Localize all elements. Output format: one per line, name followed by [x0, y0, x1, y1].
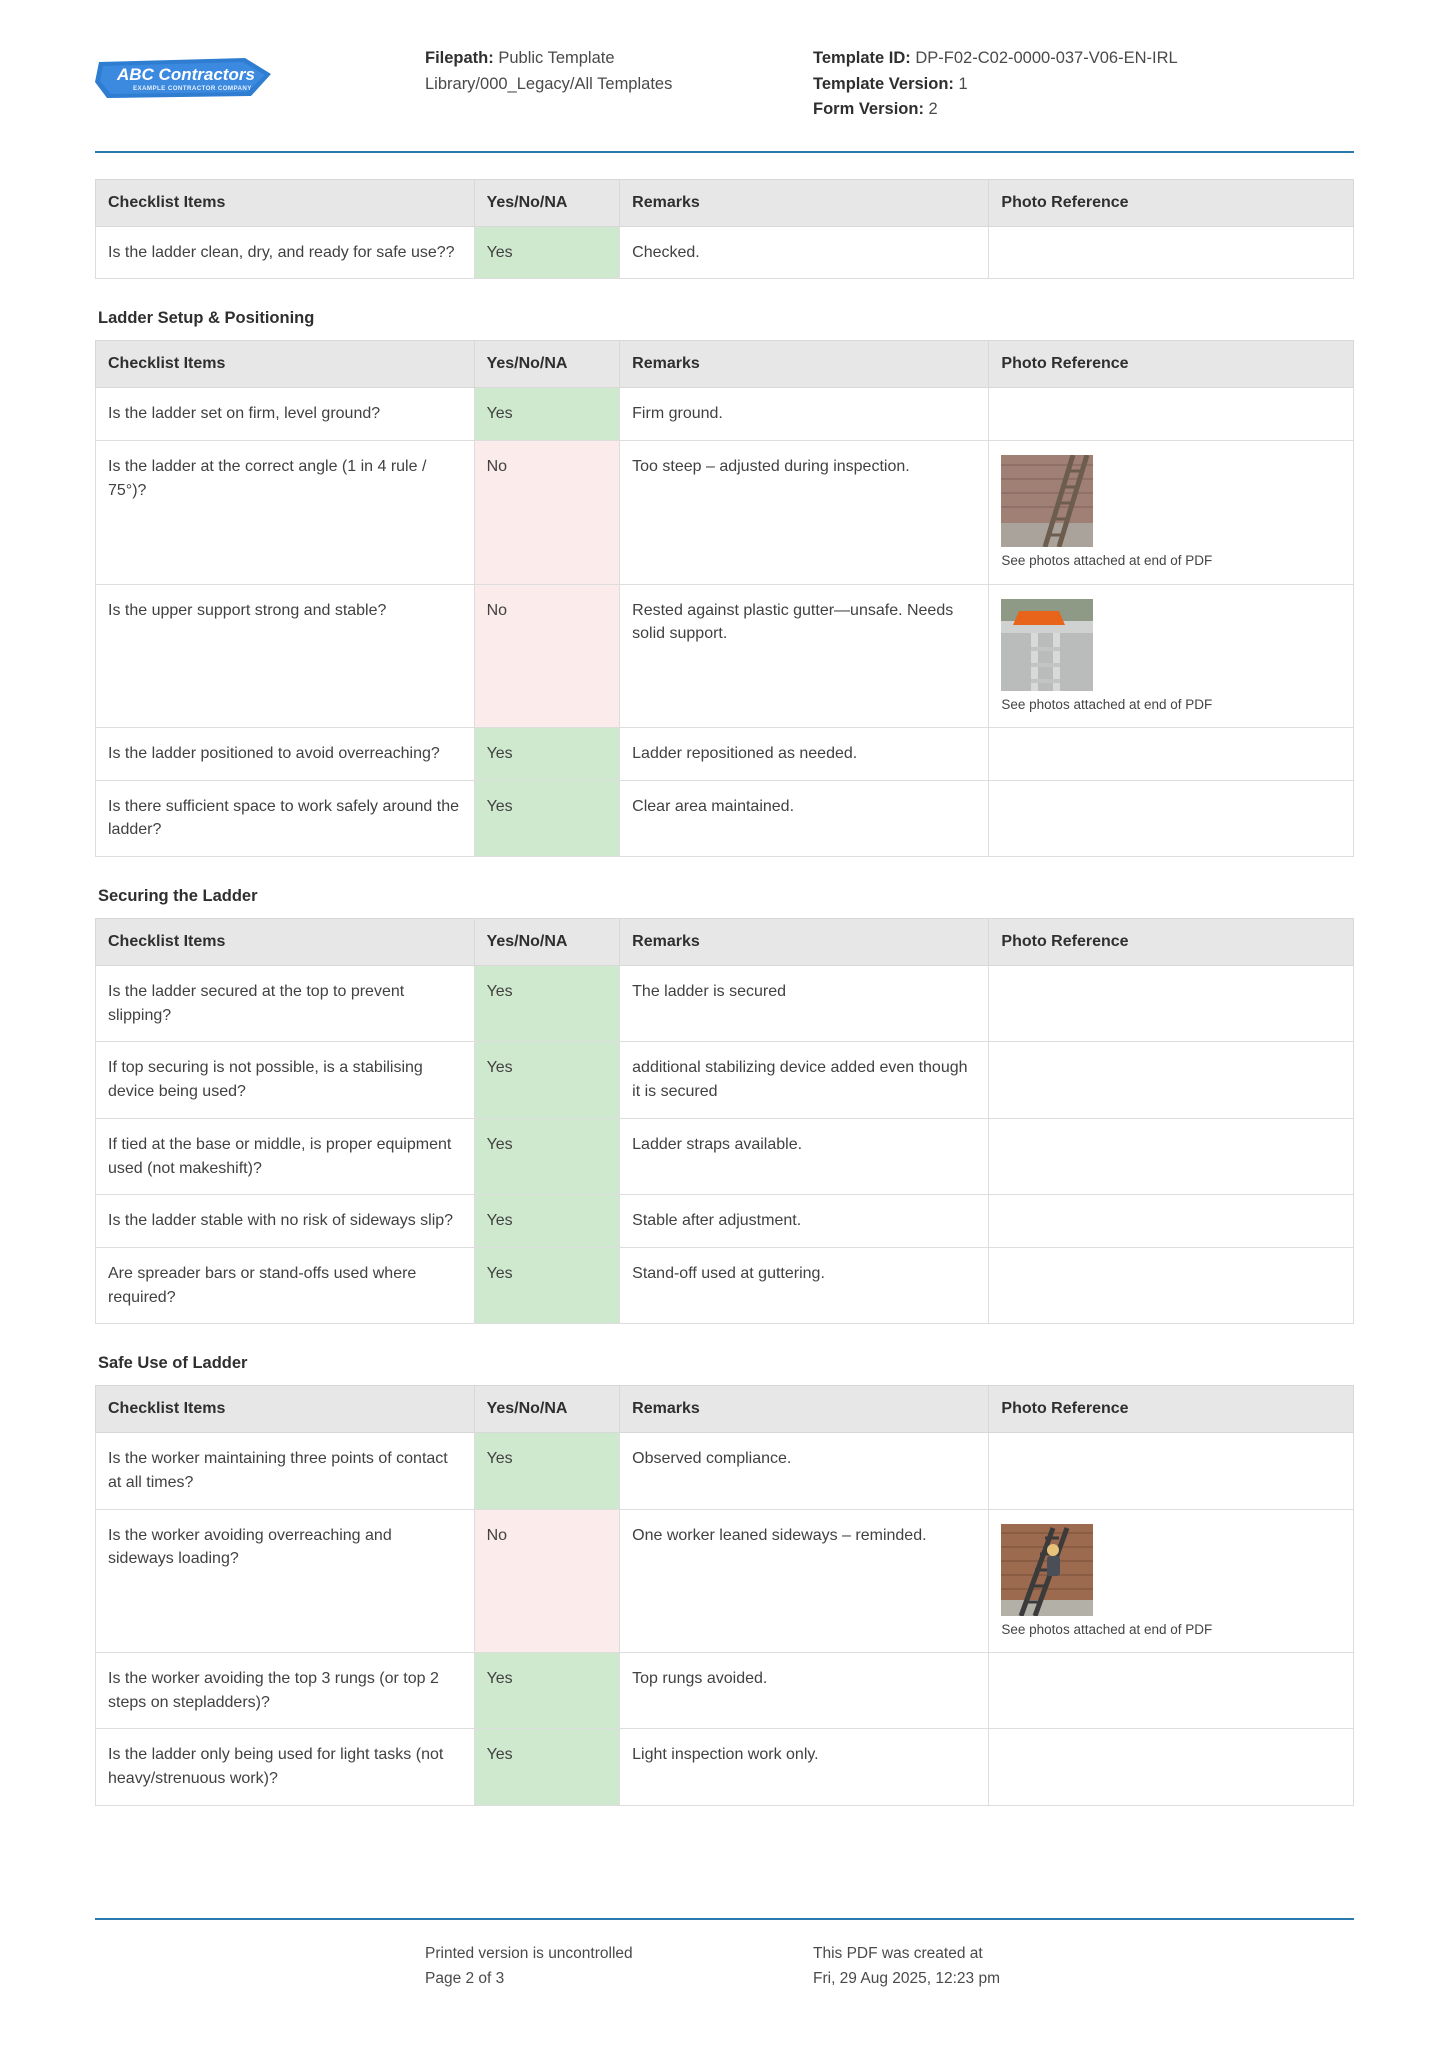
column-header-answer: Yes/No/NA: [474, 179, 620, 226]
template-id-label: Template ID:: [813, 49, 911, 67]
photo-thumbnail[interactable]: [1001, 455, 1341, 547]
photo-reference-cell: [989, 1653, 1354, 1729]
table-row: [96, 584, 1354, 728]
column-header-item: Checklist Items: [96, 179, 475, 226]
table-header-row: [96, 1386, 1354, 1433]
table-row: [96, 966, 1354, 1042]
section-title: Securing the Ladder: [98, 887, 258, 906]
template-version-value: 1: [958, 74, 968, 93]
column-header-remarks: Remarks: [620, 341, 989, 388]
answer-cell: Yes: [474, 388, 620, 441]
checklist-item-text: Is the worker avoiding the top 3 rungs (or top 2 steps on stepladders)?: [96, 1653, 475, 1729]
form-version-line: [813, 97, 1354, 123]
answer-cell: Yes: [474, 1195, 620, 1248]
checklist-item-text: Is the worker maintaining three points of contact at all times?: [96, 1433, 475, 1509]
section-title: Ladder Setup & Positioning: [98, 309, 315, 328]
answer-cell: Yes: [474, 226, 620, 279]
checklist-item-text: If tied at the base or middle, is proper equipment used (not makeshift)?: [96, 1118, 475, 1194]
column-header-item: Checklist Items: [96, 341, 475, 388]
table-row: [96, 1509, 1354, 1653]
answer-cell: Yes: [474, 1247, 620, 1323]
photo-reference-cell: [989, 441, 1354, 585]
section-title: Safe Use of Ladder: [98, 1354, 248, 1373]
photo-reference-cell: [989, 388, 1354, 441]
printed-version-notice: Printed version is uncontrolled: [425, 1945, 633, 1963]
column-header-photo: Photo Reference: [989, 341, 1354, 388]
table-row: [96, 1042, 1354, 1118]
remarks-cell: Stand-off used at guttering.: [620, 1247, 989, 1323]
checklist-sections: [95, 153, 1354, 1806]
table-row: [96, 1247, 1354, 1323]
svg-text:ABC Contractors: ABC Contractors: [117, 65, 255, 84]
column-header-photo: Photo Reference: [989, 919, 1354, 966]
template-version-label: Template Version:: [813, 74, 954, 93]
table-row: [96, 441, 1354, 585]
remarks-cell: Checked.: [620, 226, 989, 279]
photo-reference-cell: [989, 1729, 1354, 1805]
checklist-item-text: Is the ladder positioned to avoid overreaching?: [96, 728, 475, 781]
photo-reference-cell: [989, 966, 1354, 1042]
column-header-answer: Yes/No/NA: [474, 1386, 620, 1433]
checklist-table: [95, 918, 1354, 1324]
checklist-item-text: Are spreader bars or stand-offs used where required?: [96, 1247, 475, 1323]
page-header: [95, 0, 1354, 133]
checklist-item-text: Is the upper support strong and stable?: [96, 584, 475, 728]
remarks-cell: additional stabilizing device added even though it is secured: [620, 1042, 989, 1118]
column-header-answer: Yes/No/NA: [474, 341, 620, 388]
column-header-photo: Photo Reference: [989, 1386, 1354, 1433]
filepath-label: Filepath:: [425, 49, 494, 67]
table-header-row: [96, 919, 1354, 966]
photo-reference-cell: [989, 226, 1354, 279]
footer-print-notice: [425, 1942, 755, 1992]
photo-caption: See photos attached at end of PDF: [1001, 1621, 1213, 1637]
checklist-table: [95, 179, 1354, 280]
remarks-cell: Clear area maintained.: [620, 780, 989, 856]
footer-created-block: [755, 1942, 1354, 1992]
template-meta-block: [755, 30, 1354, 123]
photo-reference-cell: [989, 1042, 1354, 1118]
photo-thumbnail[interactable]: [1001, 1524, 1341, 1616]
checklist-item-text: Is the ladder secured at the top to prevent slipping?: [96, 966, 475, 1042]
checklist-item-text: If top securing is not possible, is a stabilising device being used?: [96, 1042, 475, 1118]
page-footer: [95, 1918, 1354, 1992]
remarks-cell: The ladder is secured: [620, 966, 989, 1042]
template-version-line: [813, 72, 1354, 98]
photo-reference-cell: [989, 728, 1354, 781]
checklist-item-text: Is there sufficient space to work safely around the ladder?: [96, 780, 475, 856]
photo-caption: See photos attached at end of PDF: [1001, 553, 1213, 569]
photo-reference-cell: [989, 1433, 1354, 1509]
footer-divider: [95, 1918, 1354, 1920]
remarks-cell: Firm ground.: [620, 388, 989, 441]
remarks-cell: Light inspection work only.: [620, 1729, 989, 1805]
answer-cell: Yes: [474, 966, 620, 1042]
remarks-cell: One worker leaned sideways – reminded.: [620, 1509, 989, 1653]
table-row: [96, 1653, 1354, 1729]
page-number: Page 2 of 3: [425, 1970, 505, 1988]
table-row: [96, 728, 1354, 781]
table-row: [96, 1118, 1354, 1194]
checklist-table: [95, 340, 1354, 857]
answer-cell: Yes: [474, 728, 620, 781]
filepath-block: [425, 30, 755, 97]
pdf-created-date: Fri, 29 Aug 2025, 12:23 pm: [813, 1970, 1000, 1988]
remarks-cell: Ladder straps available.: [620, 1118, 989, 1194]
remarks-cell: Stable after adjustment.: [620, 1195, 989, 1248]
answer-cell: Yes: [474, 1729, 620, 1805]
table-row: [96, 226, 1354, 279]
checklist-item-text: Is the worker avoiding overreaching and sideways loading?: [96, 1509, 475, 1653]
column-header-answer: Yes/No/NA: [474, 919, 620, 966]
checklist-item-text: Is the ladder clean, dry, and ready for safe use??: [96, 226, 475, 279]
photo-reference-cell: [989, 1118, 1354, 1194]
column-header-remarks: Remarks: [620, 179, 989, 226]
answer-cell: Yes: [474, 1042, 620, 1118]
photo-reference-cell: [989, 780, 1354, 856]
column-header-photo: Photo Reference: [989, 179, 1354, 226]
svg-text:EXAMPLE CONTRACTOR COMPANY: EXAMPLE CONTRACTOR COMPANY: [133, 85, 252, 92]
remarks-cell: Rested against plastic gutter—unsafe. Needs solid support.: [620, 584, 989, 728]
photo-reference-cell: [989, 1247, 1354, 1323]
checklist-item-text: Is the ladder set on firm, level ground?: [96, 388, 475, 441]
template-id-line: [813, 46, 1354, 72]
remarks-cell: Too steep – adjusted during inspection.: [620, 441, 989, 585]
table-row: [96, 1433, 1354, 1509]
photo-reference-cell: [989, 584, 1354, 728]
table-row: [96, 780, 1354, 856]
company-logo: [95, 30, 425, 100]
photo-reference-cell: [989, 1195, 1354, 1248]
checklist-item-text: Is the ladder at the correct angle (1 in 4 rule / 75°)?: [96, 441, 475, 585]
answer-cell: No: [474, 1509, 620, 1653]
remarks-cell: Top rungs avoided.: [620, 1653, 989, 1729]
abc-contractors-logo-icon: [95, 52, 275, 100]
checklist-table: [95, 1385, 1354, 1806]
column-header-item: Checklist Items: [96, 1386, 475, 1433]
table-header-row: [96, 179, 1354, 226]
column-header-remarks: Remarks: [620, 919, 989, 966]
photo-thumbnail[interactable]: [1001, 599, 1341, 691]
answer-cell: Yes: [474, 780, 620, 856]
table-row: [96, 1729, 1354, 1805]
column-header-remarks: Remarks: [620, 1386, 989, 1433]
form-version-label: Form Version:: [813, 100, 924, 119]
checklist-item-text: Is the ladder only being used for light tasks (not heavy/strenuous work)?: [96, 1729, 475, 1805]
photo-reference-cell: [989, 1509, 1354, 1653]
table-row: [96, 1195, 1354, 1248]
answer-cell: Yes: [474, 1653, 620, 1729]
column-header-item: Checklist Items: [96, 919, 475, 966]
checklist-item-text: Is the ladder stable with no risk of sideways slip?: [96, 1195, 475, 1248]
filepath-value: Public Template Library/000_Legacy/All Templates: [425, 49, 673, 93]
table-row: [96, 388, 1354, 441]
photo-caption: See photos attached at end of PDF: [1001, 696, 1213, 712]
pdf-created-label: This PDF was created at: [813, 1945, 983, 1963]
answer-cell: Yes: [474, 1118, 620, 1194]
remarks-cell: Observed compliance.: [620, 1433, 989, 1509]
answer-cell: No: [474, 584, 620, 728]
answer-cell: Yes: [474, 1433, 620, 1509]
form-version-value: 2: [928, 100, 938, 119]
template-id-value: DP-F02-C02-0000-037-V06-EN-IRL: [915, 49, 1178, 67]
answer-cell: No: [474, 441, 620, 585]
remarks-cell: Ladder repositioned as needed.: [620, 728, 989, 781]
table-header-row: [96, 341, 1354, 388]
